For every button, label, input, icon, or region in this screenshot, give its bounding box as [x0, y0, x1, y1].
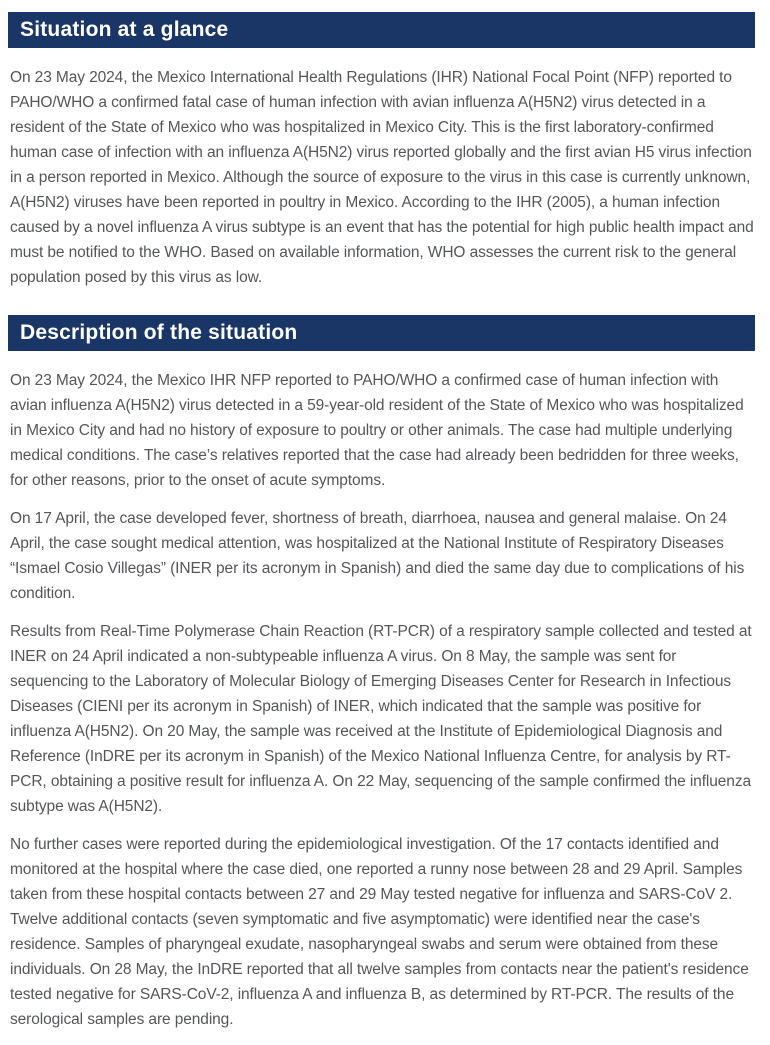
paragraph-symptoms-hospitalization: On 17 April, the case developed fever, shortness of breath, diarrhoea, nausea and general malaise. On 24 April, the case sought medical attention, was hospitalized at the National Institute of Respiratory Diseases “Ismael Cosio Villegas” (INER per its acronym in Spanish) and died the same day due to complications of his condition. [10, 510, 745, 602]
section-description-of-situation [0, 315, 770, 1032]
section-header-situation-at-a-glance: Situation at a glance [8, 12, 755, 48]
paragraph-case-report: On 23 May 2024, the Mexico IHR NFP reported to PAHO/WHO a confirmed case of human infection with avian influenza A(H5N2) virus detected in a 59-year-old resident of the State of Mexico who was hospitalized in Mexico City and had no history of exposure to poultry or other animals. The case had multiple underlying medical conditions. The case’s relatives reported that the case had already been bedridden for three weeks, for other reasons, prior to the onset of acute symptoms. [10, 372, 744, 489]
paragraph-contact-investigation: No further cases were reported during the epidemiological investigation. Of the 17 contacts identified and monitored at the hospital where the case died, one reported a runny nose between 28 and 29 April. Samples taken from these hospital contacts between 27 and 29 May tested negative for influenza and SARS-CoV 2. Twelve additional contacts (seven symptomatic and five asymptomatic) were identified near the case's residence. Samples of pharyngeal exudate, nasopharyngeal swabs and serum were obtained from these individuals. On 28 May, the InDRE reported that all twelve samples from contacts near the patient's residence tested negative for SARS-CoV-2, influenza A and influenza B, as determined by RT-PCR. The results of the serological samples are pending. [10, 836, 749, 1028]
paragraph-laboratory-results: Results from Real-Time Polymerase Chain Reaction (RT-PCR) of a respiratory sample collected and tested at INER on 24 April indicated a non-subtypeable influenza A virus. On 8 May, the sample was sent for sequencing to the Laboratory of Molecular Biology of Emerging Diseases Center for Research in Infectious Diseases (CIENI per its acronym in Spanish) of INER, which indicated that the sample was positive for influenza A(H5N2). On 20 May, the sample was received at the Institute of Epidemiological Diagnosis and Reference (InDRE per its acronym in Spanish) of the Mexico National Influenza Centre, for analysis by RT-PCR, obtaining a positive result for influenza A. On 22 May, sequencing of the sample confirmed the influenza subtype was A(H5N2). [10, 623, 752, 815]
paragraph-situation-overview: On 23 May 2024, the Mexico International Health Regulations (IHR) National Focal Point (NFP) reported to PAHO/WHO a confirmed fatal case of human infection with avian influenza A(H5N2) virus detected in a resident of the State of Mexico who was hospitalized in Mexico City. This is the first laboratory-confirmed human case of infection with an influenza A(H5N2) virus reported globally and the first avian H5 virus infection in a person reported in Mexico. Although the source of exposure to the virus in this case is currently unknown, A(H5N2) viruses have been reported in poultry in Mexico. According to the IHR (2005), a human infection caused by a novel influenza A virus subtype is an event that has the potential for high public health impact and must be notified to the WHO. Based on available information, WHO assesses the current risk to the general population posed by this virus as low. [10, 69, 754, 286]
section-situation-at-a-glance [0, 12, 770, 290]
section-body [10, 65, 757, 290]
section-body [10, 368, 757, 1032]
section-header-description-of-situation: Description of the situation [8, 315, 755, 351]
